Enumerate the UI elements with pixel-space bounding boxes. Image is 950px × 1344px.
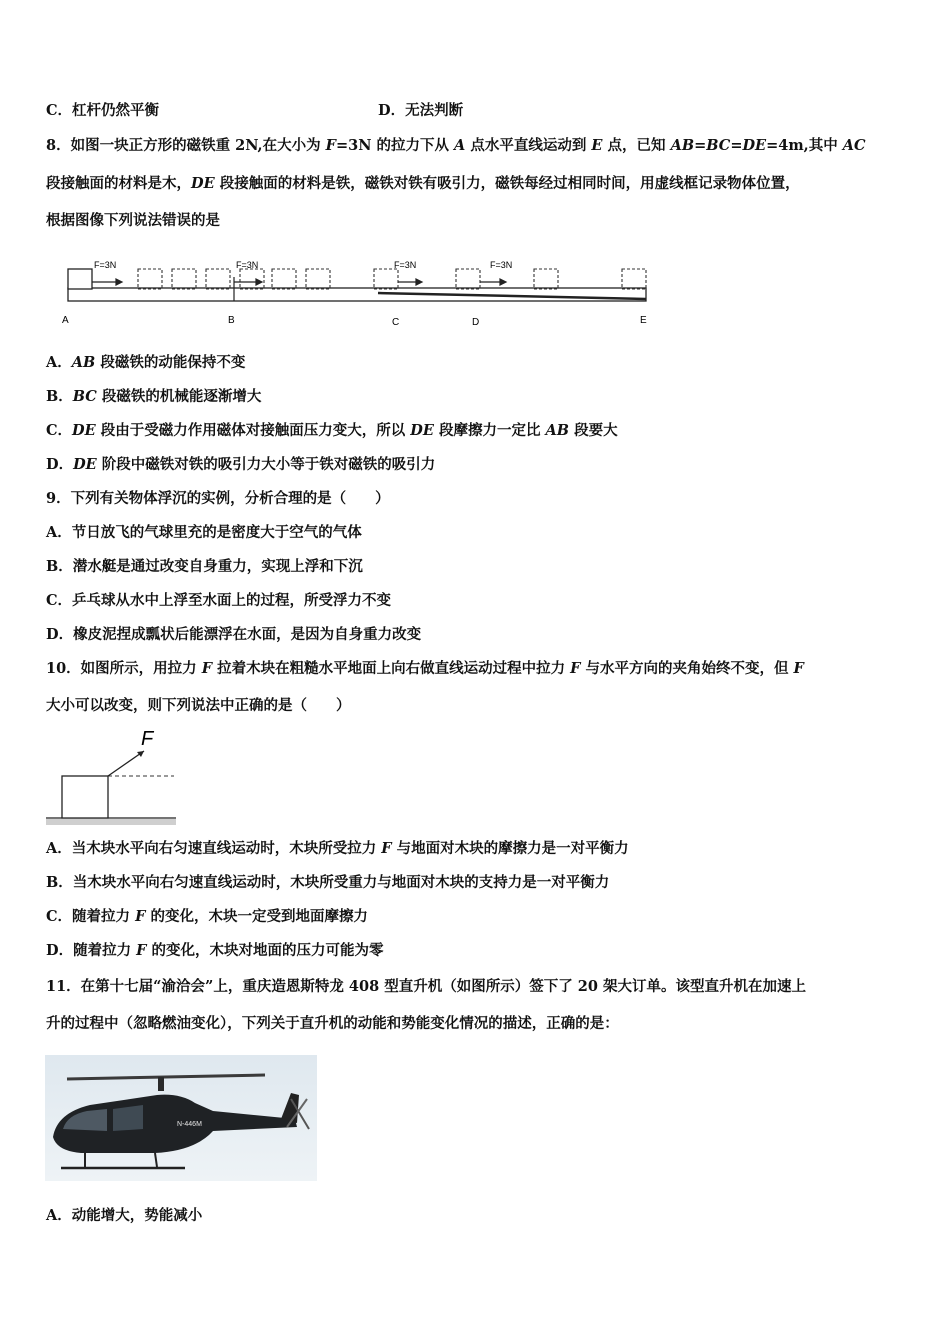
side-window [113, 1105, 143, 1131]
q8-stem-line2: 段接触面的材料是木，DE 段接触面的材料是铁，磁铁对铁有吸引力，磁铁每经过相同时间，用虚线框记录物体位置， [46, 175, 800, 192]
q8-option-b: B．BC 段磁铁的机械能逐渐增大 [46, 388, 262, 405]
rotor-mast [158, 1077, 164, 1091]
q10-stem-line1: 10．如图所示，用拉力 F 拉着木块在粗糙水平地面上向右做直线运动过程中拉力 F 与水平方向的夹角始终不变，但 F [46, 660, 804, 677]
wooden-block [62, 776, 108, 818]
q10-stem-line2: 大小可以改变，则下列说法中正确的是（ ） [46, 697, 351, 714]
q9-stem: 9．下列有关物体浮沉的实例，分析合理的是（ ） [46, 490, 390, 507]
q11-stem-line1: 11．在第十七届“渝洽会”上，重庆造恩斯特龙 408 型直升机（如图所示）签下了 20 架大订单。该型直升机在加速上 [46, 978, 806, 995]
magnet [68, 269, 92, 289]
q8-magnet-figure [58, 255, 658, 331]
iron-strip [378, 293, 646, 299]
q10-option-c: C．随着拉力 F 的变化，木块一定受到地面摩擦力 [46, 908, 368, 925]
point-label: D [472, 317, 480, 328]
q7-option-c: C．杠杆仍然平衡 [46, 102, 160, 119]
q9-option-b: B．潜水艇是通过改变自身重力，实现上浮和下沉 [46, 558, 363, 575]
track-surface [68, 288, 646, 301]
q8-stem-line3: 根据图像下列说法错误的是 [46, 212, 220, 229]
force-label: F=3N [394, 260, 417, 270]
dashed-positions [138, 269, 646, 289]
force-arrow [108, 751, 144, 776]
q9-option-a: A．节日放飞的气球里充的是密度大于空气的气体 [46, 524, 362, 541]
q10-option-d: D．随着拉力 F 的变化，木块对地面的压力可能为零 [46, 942, 384, 959]
q9-option-c: C．乒乓球从水中上浮至水面上的过程，所受浮力不变 [46, 592, 392, 609]
q10-block-figure [44, 724, 184, 826]
q8-option-c: C．DE 段由于受磁力作用磁体对接触面压力变大，所以 DE 段摩擦力一定比 AB 段要大 [46, 422, 618, 439]
q10-option-b: B．当木块水平向右匀速直线运动时，木块所受重力与地面对木块的支持力是一对平衡力 [46, 874, 610, 891]
q7-option-d: D．无法判断 [378, 102, 464, 119]
ground-hatch [46, 819, 176, 825]
point-label: C [392, 317, 400, 328]
q8-option-d: D．DE 阶段中磁铁对铁的吸引力大小等于铁对磁铁的吸引力 [46, 456, 436, 473]
q10-option-a: A．当木块水平向右匀速直线运动时，木块所受拉力 F 与地面对木块的摩擦力是一对平衡力 [46, 840, 629, 857]
helicopter-photo [45, 1055, 317, 1181]
registration-marking: N-446M [177, 1121, 202, 1128]
q9-option-d: D．橡皮泥捏成瓢状后能漂浮在水面，是因为自身重力改变 [46, 626, 422, 643]
force-label: F=3N [94, 260, 117, 270]
force-label: F [141, 728, 154, 750]
force-label: F=3N [490, 260, 513, 270]
force-label: F=3N [236, 260, 259, 270]
q11-stem-line2: 升的过程中（忽略燃油变化），下列关于直升机的动能和势能变化情况的描述，正确的是： [46, 1015, 619, 1032]
q8-stem-line1: 8．如图一块正方形的磁铁重 2N,在大小为 F=3N 的拉力下从 A 点水平直线运动到 E 点，已知 AB=BC=DE=4m,其中 AC [46, 137, 866, 154]
q11-option-a: A．动能增大，势能减小 [46, 1207, 203, 1224]
point-label: E [640, 315, 647, 326]
point-label: B [228, 315, 235, 326]
point-label: A [62, 315, 69, 326]
q8-option-a: A．AB 段磁铁的动能保持不变 [46, 354, 246, 371]
arrow-head [137, 751, 144, 757]
